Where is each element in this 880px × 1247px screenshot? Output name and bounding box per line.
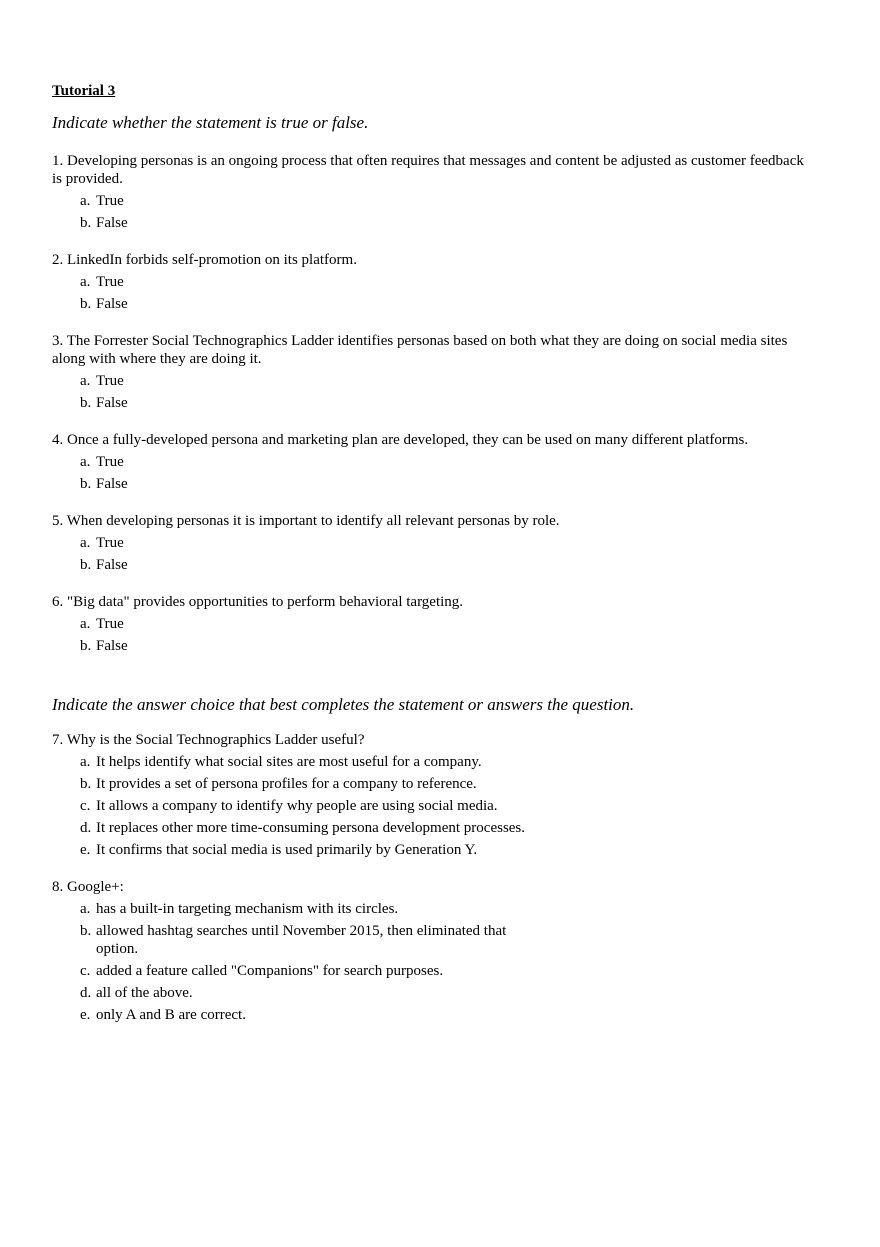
answer-option bbox=[52, 295, 812, 313]
option-text: It allows a company to identify why people are using social media. bbox=[96, 798, 498, 814]
option-text: all of the above. bbox=[96, 985, 193, 1001]
option-letter: b. bbox=[80, 296, 92, 312]
answer-option bbox=[52, 534, 812, 552]
answer-option bbox=[52, 453, 812, 471]
option-text: False bbox=[96, 638, 128, 654]
answer-option bbox=[52, 637, 812, 655]
answer-options bbox=[52, 753, 812, 859]
option-letter: b. bbox=[80, 776, 92, 792]
option-text: True bbox=[96, 454, 124, 470]
option-letter: c. bbox=[80, 798, 91, 814]
answer-option bbox=[52, 394, 812, 412]
question-6 bbox=[52, 593, 812, 655]
answer-option bbox=[52, 372, 812, 390]
answer-options bbox=[52, 273, 812, 313]
option-text: False bbox=[96, 557, 128, 573]
option-letter: a. bbox=[80, 373, 91, 389]
option-letter: e. bbox=[80, 842, 91, 858]
option-letter: a. bbox=[80, 616, 91, 632]
answer-option bbox=[52, 1006, 812, 1024]
option-text: added a feature called "Companions" for search purposes. bbox=[96, 963, 444, 979]
answer-option bbox=[52, 984, 812, 1002]
answer-options bbox=[52, 453, 812, 493]
question-text: 4. Once a fully-developed persona and marketing plan are developed, they can be used on many different platforms. bbox=[52, 432, 749, 448]
option-text: It provides a set of persona profiles for a company to reference. bbox=[96, 776, 477, 792]
option-text: True bbox=[96, 535, 124, 551]
option-text: False bbox=[96, 476, 128, 492]
question-4 bbox=[52, 431, 812, 493]
answer-option bbox=[52, 615, 812, 633]
answer-option bbox=[52, 819, 812, 837]
answer-option bbox=[52, 214, 812, 232]
answer-options bbox=[52, 192, 812, 232]
option-letter: b. bbox=[80, 638, 92, 654]
option-letter: a. bbox=[80, 535, 91, 551]
answer-option bbox=[52, 192, 812, 210]
answer-options bbox=[52, 534, 812, 574]
option-letter: b. bbox=[80, 215, 92, 231]
option-text: has a built-in targeting mechanism with its circles. bbox=[96, 901, 399, 917]
question-text: 8. Google+: bbox=[52, 879, 124, 895]
document-page bbox=[52, 82, 812, 1024]
option-text: True bbox=[96, 193, 124, 209]
option-text: False bbox=[96, 215, 128, 231]
answer-option bbox=[52, 797, 812, 815]
option-letter: a. bbox=[80, 901, 91, 917]
option-text: True bbox=[96, 373, 124, 389]
option-letter: b. bbox=[80, 395, 92, 411]
option-letter: b. bbox=[80, 557, 92, 573]
answer-option bbox=[52, 962, 812, 980]
option-text: True bbox=[96, 616, 124, 632]
option-letter: c. bbox=[80, 963, 91, 979]
answer-options bbox=[52, 615, 812, 655]
question-text: 7. Why is the Social Technographics Ladder useful? bbox=[52, 732, 365, 748]
answer-option bbox=[52, 922, 812, 958]
option-text: It confirms that social media is used primarily by Generation Y. bbox=[96, 842, 478, 858]
question-text: 5. When developing personas it is important to identify all relevant personas by role. bbox=[52, 513, 560, 529]
option-letter: a. bbox=[80, 754, 91, 770]
section-instruction-multiple-choice: Indicate the answer choice that best completes the statement or answers the question. bbox=[52, 695, 635, 714]
question-text: 1. Developing personas is an ongoing process that often requires that messages and content be adjusted as customer feedback is provided. bbox=[52, 153, 804, 187]
answer-option bbox=[52, 475, 812, 493]
option-letter: a. bbox=[80, 274, 91, 290]
section-instruction-true-false: Indicate whether the statement is true or false. bbox=[52, 113, 369, 132]
answer-option bbox=[52, 775, 812, 793]
question-5 bbox=[52, 512, 812, 574]
option-letter: a. bbox=[80, 193, 91, 209]
option-letter: e. bbox=[80, 1007, 91, 1023]
option-letter: a. bbox=[80, 454, 91, 470]
option-text: only A and B are correct. bbox=[96, 1007, 246, 1023]
question-text: 6. "Big data" provides opportunities to perform behavioral targeting. bbox=[52, 594, 464, 610]
option-letter: b. bbox=[80, 476, 92, 492]
answer-options bbox=[52, 372, 812, 412]
option-letter: d. bbox=[80, 820, 92, 836]
answer-option bbox=[52, 900, 812, 918]
question-3 bbox=[52, 332, 812, 412]
question-1 bbox=[52, 152, 812, 232]
question-text: 2. LinkedIn forbids self-promotion on its platform. bbox=[52, 252, 357, 268]
answer-option bbox=[52, 556, 812, 574]
option-text: True bbox=[96, 274, 124, 290]
answer-option bbox=[52, 841, 812, 859]
question-text: 3. The Forrester Social Technographics Ladder identifies personas based on both what they are doing on social media sites along with where they are doing it. bbox=[52, 333, 788, 367]
option-text: It replaces other more time-consuming persona development processes. bbox=[96, 820, 526, 836]
option-text: False bbox=[96, 296, 128, 312]
option-text: False bbox=[96, 395, 128, 411]
answer-option bbox=[52, 273, 812, 291]
option-text: allowed hashtag searches until November 2015, then eliminated that option. bbox=[96, 923, 507, 957]
page-title: Tutorial 3 bbox=[52, 83, 116, 99]
question-2 bbox=[52, 251, 812, 313]
option-letter: d. bbox=[80, 985, 92, 1001]
question-7 bbox=[52, 731, 812, 859]
answer-options bbox=[52, 900, 812, 1024]
option-text: It helps identify what social sites are most useful for a company. bbox=[96, 754, 482, 770]
question-8 bbox=[52, 878, 812, 1024]
option-letter: b. bbox=[80, 923, 92, 939]
answer-option bbox=[52, 753, 812, 771]
